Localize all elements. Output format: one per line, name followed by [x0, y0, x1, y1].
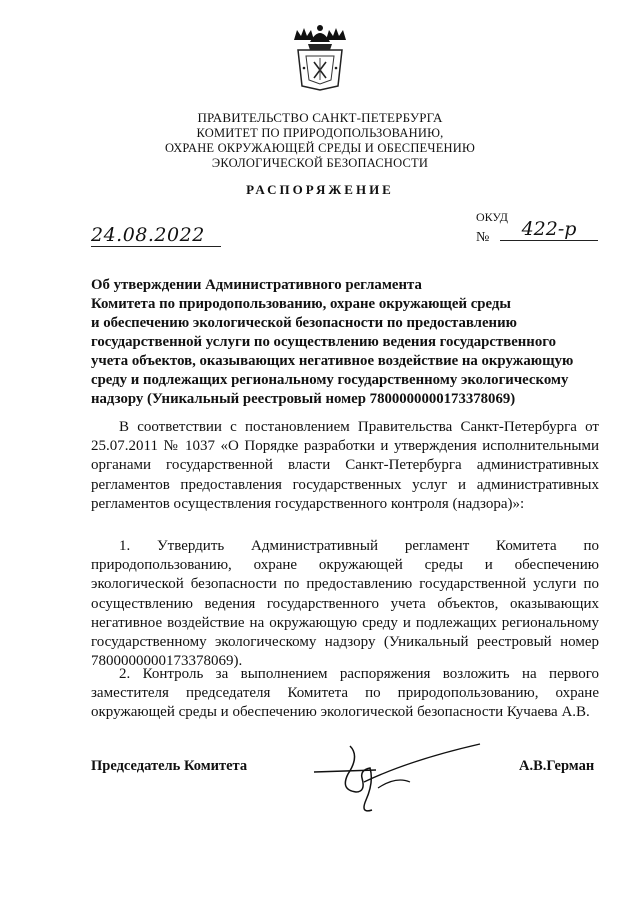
- government-title: ПРАВИТЕЛЬСТВО САНКТ-ПЕТЕРБУРГА: [197, 110, 443, 125]
- order-item-2: 2. Контроль за выполнением распоряжения возложить на первого заместителя председателя Комитета по природопользованию, охране окружающей среды и обеспечению экологической безопасности Кучаева А.В.: [91, 666, 599, 721]
- okud-label: ОКУД: [476, 210, 508, 224]
- committee-title-line2: ОХРАНЕ ОКРУЖАЮЩЕЙ СРЕДЫ И ОБЕСПЕЧЕНИЮ: [164, 141, 476, 155]
- subject-line: Комитета по природопользованию, охране окружающей среды: [91, 296, 511, 312]
- subject-line: надзору (Уникальный реестровый номер 7800000000173378069): [91, 391, 516, 407]
- handwritten-signature: [300, 730, 490, 820]
- subject-line: Об утверждении Административного регламента: [91, 277, 422, 293]
- order-item-1: 1. Утвердить Административный регламент Комитета по природопользованию, охране окружающей среды и обеспечению экологической безопасности по предоставлению государственной услуги по осуществлению ведения государственного учета объектов, оказывающих негативное воздействие на окружающую среду и подлежащих региональному государственному экологическому надзору (Уникальный реестровый номер 7800000000173378069).: [91, 538, 599, 670]
- subject-line: и обеспечению экологической безопасности по предоставлению: [91, 315, 517, 331]
- subject-line: государственной услуги по осуществлению ведения государственного: [91, 334, 556, 350]
- document-number: 422-р: [500, 218, 598, 241]
- signer-title: Председатель Комитета: [91, 758, 248, 774]
- committee-title-line1: КОМИТЕТ ПО ПРИРОДОПОЛЬЗОВАНИЮ,: [196, 126, 444, 140]
- preamble-paragraph: В соответствии с постановлением Правительства Санкт-Петербурга от 25.07.2011 № 1037 «О Порядке разработки и утверждения исполнительными органами государственной власти Санкт-Петербурга административных регламентов предоставления государственных услуг и административных регламентов осуществления государственного контроля (надзора)»:: [91, 419, 599, 512]
- subject-line: учета объектов, оказывающих негативное воздействие на окружающую: [91, 353, 574, 369]
- document-subject: [91, 276, 611, 409]
- committee-title-line3: ЭКОЛОГИЧЕСКОЙ БЕЗОПАСНОСТИ: [211, 156, 429, 170]
- document-date: 24.08.2022: [91, 224, 221, 247]
- document-type: РАСПОРЯЖЕНИЕ: [246, 182, 394, 197]
- signer-name: А.В.Герман: [519, 758, 595, 774]
- coat-of-arms-icon: [288, 22, 352, 92]
- subject-line: среду и подлежащих региональному государственному экологическому: [91, 372, 569, 388]
- number-sign: №: [476, 230, 490, 245]
